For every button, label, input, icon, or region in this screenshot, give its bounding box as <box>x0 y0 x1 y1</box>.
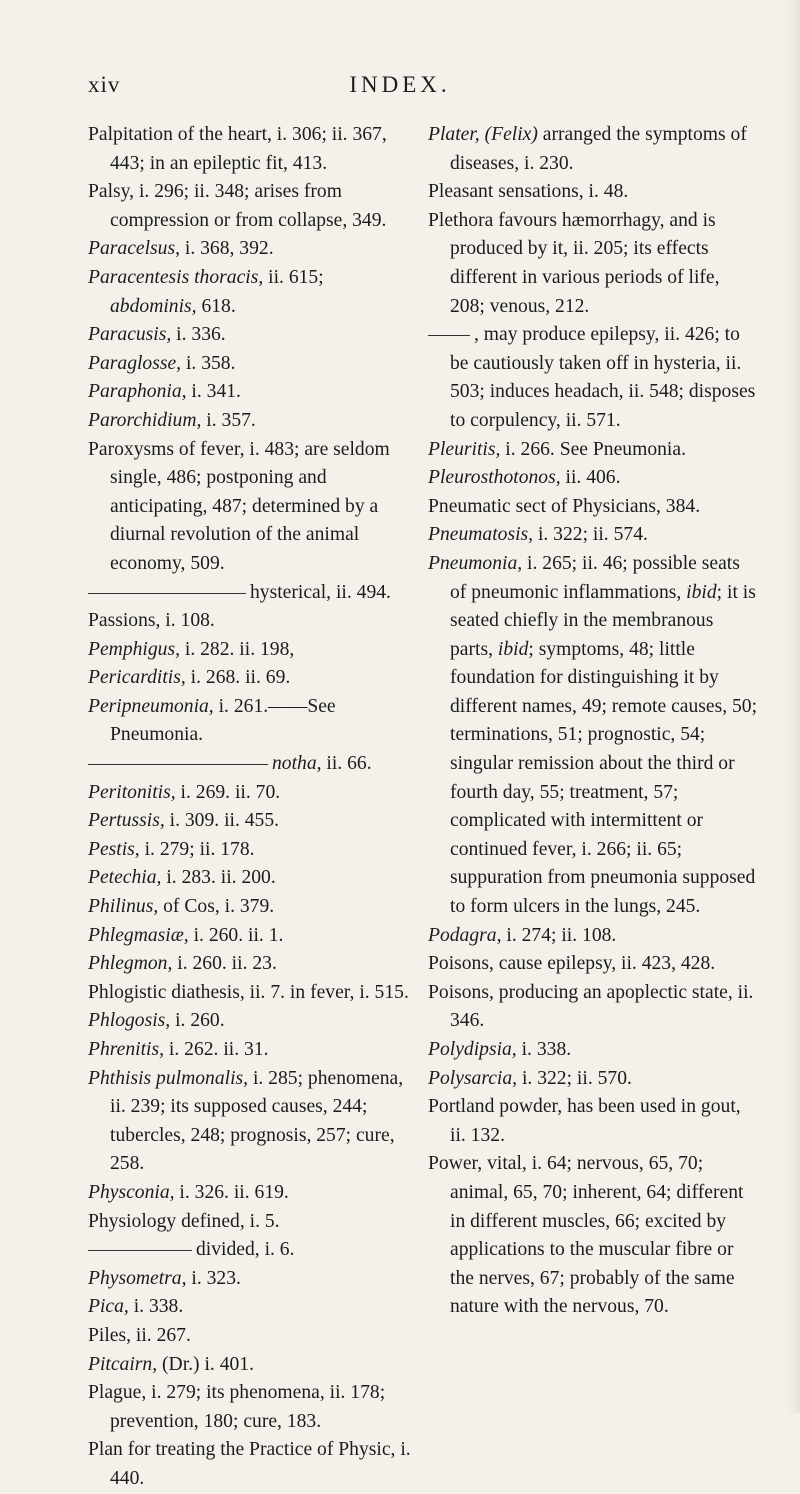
index-entry <box>88 807 412 836</box>
index-entry <box>88 893 412 922</box>
entry-text: Portland powder, has been used in gout, ii. 132. <box>428 1096 741 1146</box>
entry-text: i. 357. <box>201 409 256 431</box>
index-entry <box>88 636 412 665</box>
index-entry <box>88 1208 412 1237</box>
entry-term-italic: Petechia, <box>88 867 162 889</box>
index-entry <box>88 1179 412 1208</box>
index-entry <box>88 1351 412 1380</box>
index-entry <box>88 864 412 893</box>
index-entry <box>428 436 758 465</box>
entry-text: Phlogistic diathesis, ii. 7. in fever, i. 515. <box>88 981 409 1003</box>
index-entry <box>88 378 412 407</box>
index-entry <box>428 950 758 979</box>
index-entry <box>88 121 412 178</box>
entry-term-italic: Plater, (Felix) <box>428 124 538 145</box>
index-entry <box>88 350 412 379</box>
entry-term-italic: Phthisis pulmonalis, <box>88 1067 249 1089</box>
index-entry <box>88 1293 412 1322</box>
index-entry <box>88 693 412 750</box>
entry-text: i. 326. ii. 619. <box>174 1181 289 1203</box>
entry-term-italic: Peripneumonia, <box>88 695 214 717</box>
entry-text: i. 269. ii. 70. <box>175 781 281 803</box>
entry-text: Plague, i. 279; its phenomena, ii. 178; prevention, 180; cure, 183. <box>88 1382 386 1432</box>
entry-text: i. 261.——See Pneumonia. <box>110 695 336 746</box>
index-entry <box>428 464 758 493</box>
index-entry <box>88 1065 412 1179</box>
index-entry <box>428 521 758 550</box>
entry-text: of Cos, i. 379. <box>158 896 275 918</box>
entry-text: i. 268. ii. 69. <box>185 667 291 689</box>
index-entry <box>88 1036 412 1065</box>
entry-text: Plethora favours hæmorrhagy, and is produced by it, ii. 205; its effects different in various periods of life, 208; venous, 212. <box>428 209 720 317</box>
entry-text: i. 285; phenomena, ii. 239; its supposed causes, 244; tubercles, 248; prognosis, 257; cure, 258. <box>110 1067 404 1175</box>
entry-term-italic: Phrenitis, <box>88 1039 165 1060</box>
entry-term-italic: Pestis, <box>88 838 140 860</box>
entry-term-italic: Pertussis, <box>88 810 165 832</box>
entry-term-italic: Peritonitis, <box>88 781 176 803</box>
entry-text: i. 309. ii. 455. <box>164 810 280 832</box>
index-entry <box>88 321 412 350</box>
entry-term-italic: Pica, <box>88 1296 129 1318</box>
entry-text: ii. 406. <box>560 467 621 489</box>
entry-text: i. 322; ii. 570. <box>517 1067 632 1089</box>
entry-text: i. 279; ii. 178. <box>139 838 255 860</box>
index-entry <box>428 1093 758 1150</box>
entry-term-italic: abdominis, <box>110 295 197 317</box>
right-column <box>428 121 758 1322</box>
index-entry <box>88 264 412 321</box>
entry-text: i. 274; ii. 108. <box>501 924 617 946</box>
index-entry <box>428 493 758 522</box>
index-entry <box>88 664 412 693</box>
entry-text: Poisons, producing an apoplectic state, ii. 346. <box>428 981 754 1032</box>
ditto-rule <box>88 1250 192 1251</box>
entry-term-italic: Pneumatosis, <box>428 524 534 546</box>
index-entry <box>88 1007 412 1036</box>
entry-text: Physiology defined, i. 5. <box>88 1210 280 1232</box>
index-entry <box>88 1322 412 1351</box>
ditto-rule <box>88 593 246 594</box>
entry-text: i. 282. ii. 198, <box>179 638 295 660</box>
entry-text: ; it is seated chiefly in the membranous parts, <box>450 581 756 660</box>
entry-text: Passions, i. 108. <box>88 610 215 632</box>
index-entry <box>88 750 412 779</box>
entry-text: ii. 615; <box>263 266 324 288</box>
entry-text: i. 266. See Pneumonia. <box>500 438 686 460</box>
entry-text: i. 260. <box>170 1010 225 1032</box>
index-entry <box>88 579 412 608</box>
index-entry <box>88 836 412 865</box>
left-column <box>88 121 412 1494</box>
entry-text: arranged the symptoms of diseases, i. 230. <box>450 124 747 174</box>
entry-text: i. 260. ii. 1. <box>188 924 284 946</box>
index-entry <box>428 1036 758 1065</box>
entry-text: i. 262. ii. 31. <box>164 1039 269 1060</box>
entry-text: i. 358. <box>181 352 236 374</box>
index-entry <box>88 979 412 1008</box>
entry-text: , may produce epilepsy, ii. 426; to be cautiously taken off in hysteria, ii. 503; induces headach, ii. 548; disposes to corpulency, ii. 571. <box>450 324 756 431</box>
entry-term-italic: Phlegmasiæ, <box>88 924 189 946</box>
entry-term-italic: Paraglosse, <box>88 352 182 374</box>
entry-term-italic: Polydipsia, <box>428 1039 517 1060</box>
index-entry <box>428 550 758 922</box>
index-entry <box>428 922 758 951</box>
entry-text: i. 338. <box>128 1296 184 1318</box>
page-edge-shadow <box>786 0 800 1413</box>
ditto-rule <box>428 335 470 336</box>
index-entry <box>88 1265 412 1294</box>
entry-text: divided, i. 6. <box>196 1239 295 1261</box>
entry-term-italic: notha, <box>272 753 322 775</box>
entry-text: i. 283. ii. 200. <box>161 867 276 889</box>
index-entry <box>88 607 412 636</box>
entry-term-italic: ibid <box>686 581 717 603</box>
entry-term-italic: Paracelsus <box>88 238 176 260</box>
entry-term-italic: Parorchidium, <box>88 409 202 431</box>
index-entry <box>428 1150 758 1322</box>
entry-term-italic: Philinus, <box>88 896 159 918</box>
page-title: INDEX. <box>349 72 451 97</box>
entry-term-italic: Phlegmon, <box>88 953 173 975</box>
index-entry <box>88 922 412 951</box>
index-entry <box>88 178 412 235</box>
entry-text: , i. 368, 392. <box>175 238 274 260</box>
entry-term-italic: Pleurosthotonos, <box>428 467 561 489</box>
ditto-rule <box>88 764 268 765</box>
entry-text: Pleasant sensations, i. 48. <box>428 181 629 203</box>
index-entry <box>88 436 412 579</box>
index-entry <box>88 1236 412 1265</box>
index-entry <box>428 178 758 207</box>
entry-term-italic: Pleuritis, <box>428 438 501 460</box>
index-entry <box>88 1379 412 1436</box>
entry-text: i. 322; ii. 574. <box>533 524 648 546</box>
entry-text: Plan for treating the Practice of Physic, i. 440. <box>88 1439 411 1489</box>
entry-text: ii. 66. <box>321 753 372 775</box>
page-header <box>88 72 712 102</box>
index-entry <box>88 235 412 264</box>
entry-text: ; symptoms, 48; little foundation for distinguishing it by different names, 49; remote causes, 50; terminations, 51; prognostic, 54; singular remission about the third or fourth day, 55; treatment, 57; complicated with intermittent or continued fever, i. 266; ii. 65; suppuration from pneumonia supposed to form ulcers in the lungs, 245. <box>450 638 758 918</box>
index-entry <box>88 1436 412 1493</box>
entry-term-italic: Paracusis, <box>88 324 172 346</box>
index-entry <box>428 321 758 435</box>
entry-term-italic: Podagra, <box>428 924 502 946</box>
entry-text: i. 265; ii. 46; possible seats of pneumonic inflammations, <box>450 552 740 603</box>
entry-text: Palpitation of the heart, i. 306; ii. 367, 443; in an epileptic fit, 413. <box>88 124 387 174</box>
entry-text: Piles, ii. 267. <box>88 1324 191 1346</box>
entry-text: i. 341. <box>186 381 241 403</box>
entry-term-italic: Pemphigus, <box>88 638 180 660</box>
entry-text: i. 323. <box>186 1267 241 1289</box>
index-entry <box>428 979 758 1036</box>
page-number: xiv <box>88 72 121 97</box>
entry-text: i. 338. <box>516 1039 572 1060</box>
entry-term-italic: Phlogosis, <box>88 1010 171 1032</box>
index-entry <box>88 950 412 979</box>
index-entry <box>428 121 758 178</box>
entry-text: Paroxysms of fever, i. 483; are seldom single, 486; postponing and anticipating, 487; determined by a diurnal revolution of the animal economy, 509. <box>88 438 390 574</box>
entry-text: hysterical, ii. 494. <box>250 581 391 603</box>
entry-text: Poisons, cause epilepsy, ii. 423, 428. <box>428 953 716 975</box>
entry-term-italic: Paracentesis thoracis, <box>88 266 264 288</box>
index-entry <box>88 779 412 808</box>
entry-text: i. 336. <box>171 324 226 346</box>
index-entry <box>428 207 758 321</box>
entry-text: i. 260. ii. 23. <box>172 953 277 975</box>
entry-term-italic: Pneumonia, <box>428 552 523 574</box>
entry-text: (Dr.) i. 401. <box>157 1353 254 1375</box>
entry-term-italic: Physometra, <box>88 1267 187 1289</box>
entry-term-italic: Polysarcia, <box>428 1067 518 1089</box>
entry-text: Pneumatic sect of Physicians, 384. <box>428 495 701 517</box>
entry-term-italic: ibid <box>497 638 529 660</box>
entry-term-italic: Pericarditis, <box>88 667 186 689</box>
entry-term-italic: Pitcairn, <box>88 1353 158 1375</box>
entry-term-italic: Physconia, <box>88 1181 175 1203</box>
index-entry <box>428 1065 758 1094</box>
entry-text: Palsy, i. 296; ii. 348; arises from compression or from collapse, 349. <box>88 181 387 231</box>
index-entry <box>88 407 412 436</box>
entry-term-italic: Paraphonia, <box>88 381 187 403</box>
entry-text: Power, vital, i. 64; nervous, 65, 70; animal, 65, 70; inherent, 64; different in different muscles, 66; excited by applications to the muscular fibre or the nerves, 67; probably of the same nature with the nervous, 70. <box>428 1153 744 1318</box>
entry-text: 618. <box>196 295 236 317</box>
